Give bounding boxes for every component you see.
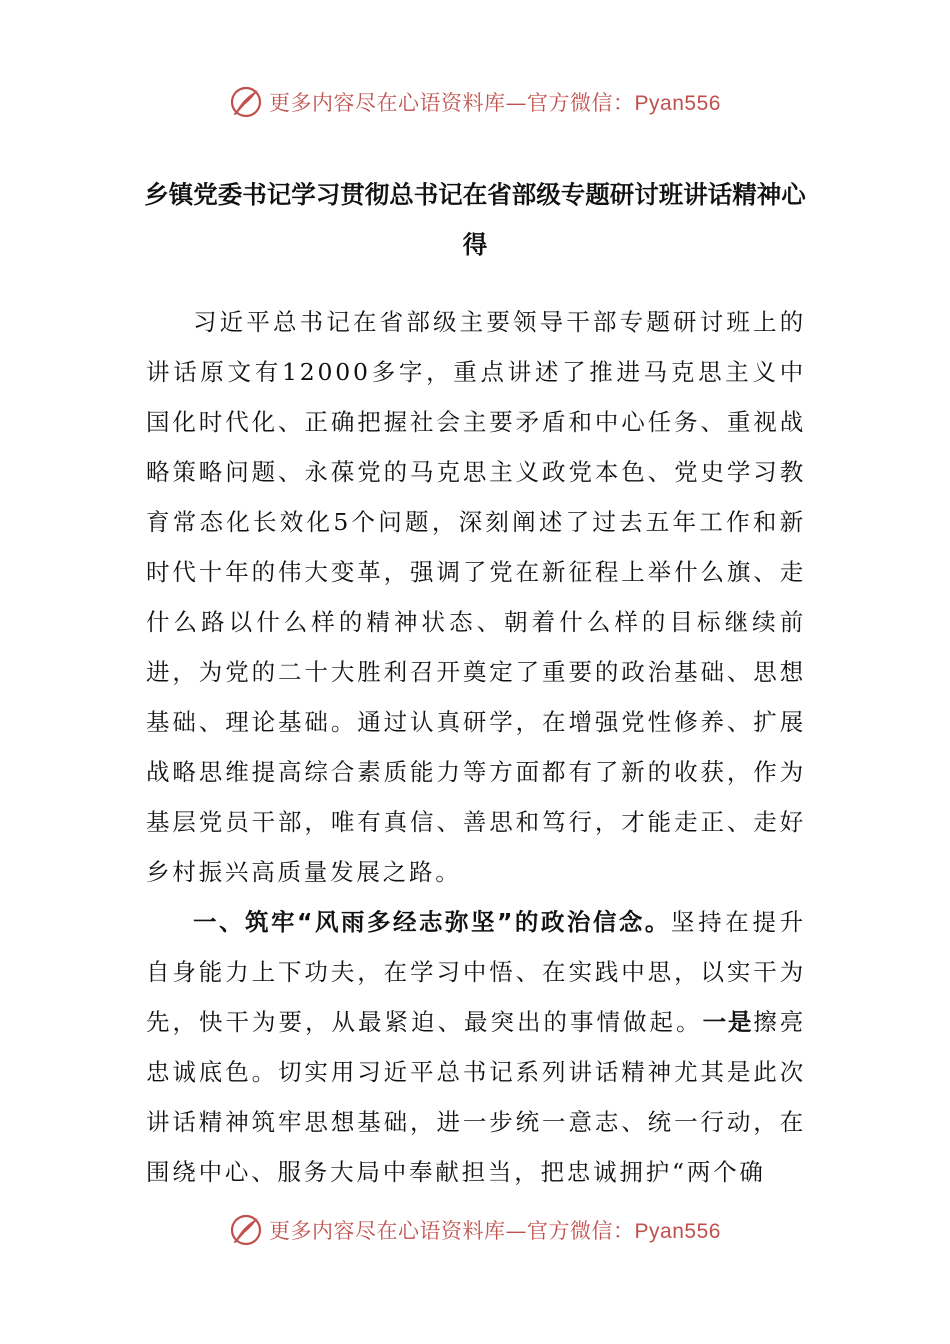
quill-logo-icon (229, 85, 263, 119)
point-one-label: 一是 (702, 1008, 754, 1036)
section-one-text-a: 坚持在提升自身能力上下功夫，在学习中悟、在实践中思，以实干为先，快干为要，从最紧迫、最突出的事情做起。 (146, 908, 807, 1036)
watermark-wechat-id: Pyan556 (634, 1220, 721, 1243)
watermark-wechat-id: Pyan556 (634, 92, 721, 115)
header-watermark-banner (0, 80, 950, 124)
quill-logo-icon (229, 1213, 263, 1247)
watermark-text (269, 87, 721, 117)
section-one-text-b: 擦亮忠诚底色。切实用习近平总书记系列讲话精神尤其是此次讲话精神筑牢思想基础，进一步统一意志、统一行动，在围绕中心、服务大局中奉献担当，把忠诚拥护“两个确 (146, 1008, 806, 1186)
document-body (146, 297, 806, 1197)
section-one-paragraph (146, 897, 806, 1197)
footer-watermark-banner (0, 1208, 950, 1252)
watermark-prefix: 更多内容尽在心语资料库— (269, 1219, 528, 1243)
watermark-wechat-label: 官方微信： (527, 91, 635, 115)
watermark-wechat-label: 官方微信： (527, 1219, 635, 1243)
document-title: 乡镇党委书记学习贯彻总书记在省部级专题研讨班讲话精神心得 (144, 180, 806, 259)
watermark-text (269, 1215, 721, 1245)
watermark-prefix: 更多内容尽在心语资料库— (269, 91, 528, 115)
intro-paragraph: 习近平总书记在省部级主要领导干部专题研讨班上的讲话原文有12000多字，重点讲述了推进马克思主义中国化时代化、正确把握社会主要矛盾和中心任务、重视战略策略问题、永葆党的马克思主义政党本色、党史学习教育常态化长效化5个问题，深刻阐述了过去五年工作和新时代十年的伟大变革，强调了党在新征程上举什么旗、走什么路以什么样的精神状态、朝着什么样的目标继续前进，为党的二十大胜利召开奠定了重要的政治基础、思想基础、理论基础。通过认真研学，在增强党性修养、扩展战略思维提高综合素质能力等方面都有了新的收获，作为基层党员干部，唯有真信、善思和笃行，才能走正、走好乡村振兴高质量发展之路。 (146, 308, 806, 886)
section-one-heading: 一、筑牢“风雨多经志弥坚”的政治信念。 (193, 908, 671, 936)
